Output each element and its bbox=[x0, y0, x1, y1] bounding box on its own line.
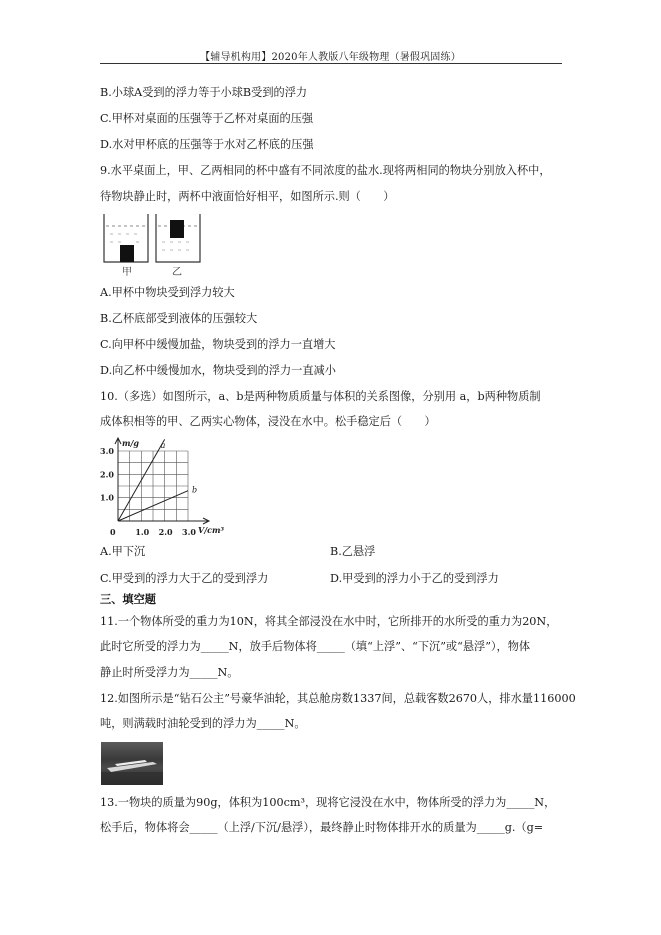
q10-stem-line2: 成体积相等的甲、乙两实心物体，浸没在水中。松手稳定后（ ） bbox=[100, 415, 436, 428]
series-label-a: a bbox=[160, 441, 166, 450]
q9-stem-line2: 待物块静止时，两杯中液面恰好相平，如图所示.则（ ） bbox=[100, 190, 395, 203]
ship-silhouette bbox=[101, 742, 163, 785]
header-rule bbox=[100, 63, 562, 64]
q13-line2: 松手后，物体将会_____（上浮/下沉/悬浮），最终静止时物体排开水的质量为_____g.（g= bbox=[100, 821, 544, 834]
y-tick-label: 1.0 bbox=[100, 492, 114, 503]
q9-option-b: B.乙杯底部受到液体的压强较大 bbox=[100, 312, 258, 325]
q10-option-c: C.甲受到的浮力大于乙的受到浮力 bbox=[100, 572, 269, 585]
q9-stem-line1: 9.水平桌面上，甲、乙两相同的杯中盛有不同浓度的盐水.现将两相同的物块分别放入杯中， bbox=[100, 164, 551, 177]
q8-option-b: B.小球A受到的浮力等于小球B受到的浮力 bbox=[100, 86, 308, 99]
beaker-label-yi: 乙 bbox=[172, 267, 182, 278]
q9-option-d: D.向乙杯中缓慢加水，物块受到的浮力一直减小 bbox=[100, 364, 336, 377]
x-tick-label: 2.0 bbox=[158, 527, 173, 537]
beaker-yi bbox=[156, 214, 200, 262]
x-axis-label: V/cm³ bbox=[198, 525, 224, 535]
q10-stem-line1: 10.（多选）如图所示，a、b是两种物质质量与体积的关系图像，分别用 a，b两种物质制 bbox=[100, 390, 541, 403]
q10-option-b: B.乙悬浮 bbox=[330, 545, 376, 558]
y-axis-label: m/g bbox=[122, 438, 139, 448]
x-tick-label: 1.0 bbox=[135, 527, 150, 537]
q9-option-a: A.甲杯中物块受到浮力较大 bbox=[100, 286, 235, 299]
x-tick-label: 3.0 bbox=[182, 527, 196, 537]
y-tick-label: 3.0 bbox=[100, 446, 114, 456]
q8-option-d: D.水对甲杯底的压强等于水对乙杯底的压强 bbox=[100, 138, 314, 151]
q8-option-c: C.甲杯对桌面的压强等于乙杯对桌面的压强 bbox=[100, 112, 314, 125]
q10-option-a: A.甲下沉 bbox=[100, 545, 146, 558]
page-header: 【辅导机构用】2020年人教版八年级物理（暑假巩固练） bbox=[200, 52, 461, 63]
q9-option-c: C.向甲杯中缓慢加盐，物块受到的浮力一直增大 bbox=[100, 338, 336, 351]
q12-line2: 吨，则满载时油轮受到的浮力为_____N。 bbox=[100, 717, 306, 730]
chart-grid bbox=[118, 451, 188, 521]
q11-line3: 静止时所受浮力为_____N。 bbox=[100, 666, 239, 679]
q10-option-d: D.甲受到的浮力小于乙的受到浮力 bbox=[330, 572, 499, 585]
q13-line1: 13.一物块的质量为90g，体积为100cm³，现将它浸没在水中，物体所受的浮力为_____N， bbox=[100, 796, 556, 809]
beakers-figure bbox=[100, 212, 210, 278]
block-jia bbox=[120, 245, 134, 262]
beaker-jia bbox=[104, 214, 148, 262]
series-label-b: b bbox=[192, 485, 198, 495]
beaker-label-jia: 甲 bbox=[122, 267, 132, 278]
y-tick-label: 2.0 bbox=[100, 469, 114, 480]
block-yi bbox=[170, 220, 184, 238]
x-tick-label: 0 bbox=[110, 527, 116, 537]
q12-line1: 12.如图所示是“钻石公主”号豪华油轮，其总舱房数1337间，总载客数2670人，排水量116000 bbox=[100, 692, 576, 705]
cruise-ship-photo bbox=[101, 742, 163, 785]
q11-line1: 11.一个物体所受的重力为10N，将其全部浸没在水中时，它所排开的水所受的重力为20N， bbox=[100, 615, 558, 628]
q11-line2: 此时它所受的浮力为_____N，放手后物体将_____（填“上浮”、“下沉”或“悬浮”），物体 bbox=[100, 640, 531, 653]
mass-volume-chart bbox=[96, 437, 246, 543]
section-title-fill-in: 三、填空题 bbox=[100, 593, 156, 606]
